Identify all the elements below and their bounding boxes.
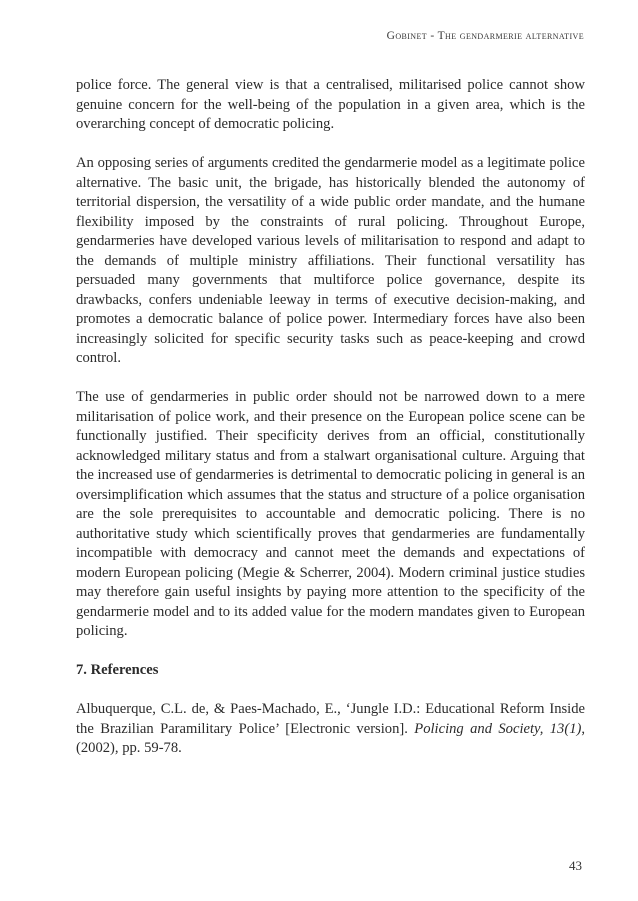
running-head: Gobinet - The gendarmerie alternative: [386, 30, 584, 42]
reference-journal: Policing and Society, 13(1): [414, 720, 582, 737]
paragraph-2: An opposing series of arguments credited the gendarmerie model as a legitimate police alternative. The basic unit, the brigade, has historically blended the autonomy of territorial dispersion, the versatility of a wide public order mandate, and the humane flexibility imposed by the constraints of rural policing. Throughout Europe, gendarmeries have developed various levels of militarisation to respond and adapt to the demands of multiple ministry affiliations. Their functional versatility has persuaded many governments that multiforce police governance, despite its drawbacks, confers undeniable leeway in terms of executive decision-making, and promotes a democratic balance of police power. Intermediary forces have also been increasingly solicited for specific security tasks such as peace-keeping and crowd control.: [76, 155, 585, 366]
reference-item: [76, 700, 585, 759]
main-text: [76, 76, 585, 778]
references-heading: 7. References: [76, 662, 159, 678]
paragraph-1: police force. The general view is that a centralised, militarised police cannot show genuine concern for the well-being of the population in a given area, which is the overarching concept of democratic policing.: [76, 77, 585, 132]
reference-text: Albuquerque, C.L. de, & Paes-Machado, E., ‘Jungle I.D.: Educational Reform Inside the Brazilian Paramilitary Police’ [Electronic version].: [76, 701, 585, 737]
page-number: 43: [569, 858, 582, 873]
paragraph-3: The use of gendarmeries in public order should not be narrowed down to a mere militarisation of police work, and their presence on the European police scene can be functionally justified. Their specificity derives from an official, constitutionally acknowledged military status and from a stalwart organisational culture. Arguing that the increased use of gendarmeries is detrimental to democratic policing in general is an oversimplification which assumes that the status and structure of a police organisation are the sole prerequisites to accountable and democratic policing. There is no authoritative study which scientifically proves that gendarmeries are fundamentally incompatible with democracy and cannot meet the demands and expectations of modern European policing (Megie & Scherrer, 2004). Modern criminal justice studies may therefore gain useful insights by paying more attention to the specificity of the gendarmerie model and to its added value for the modern mandates given to European policing.: [76, 389, 585, 639]
reference-pages: , (2002), pp. 59-78.: [76, 720, 586, 756]
